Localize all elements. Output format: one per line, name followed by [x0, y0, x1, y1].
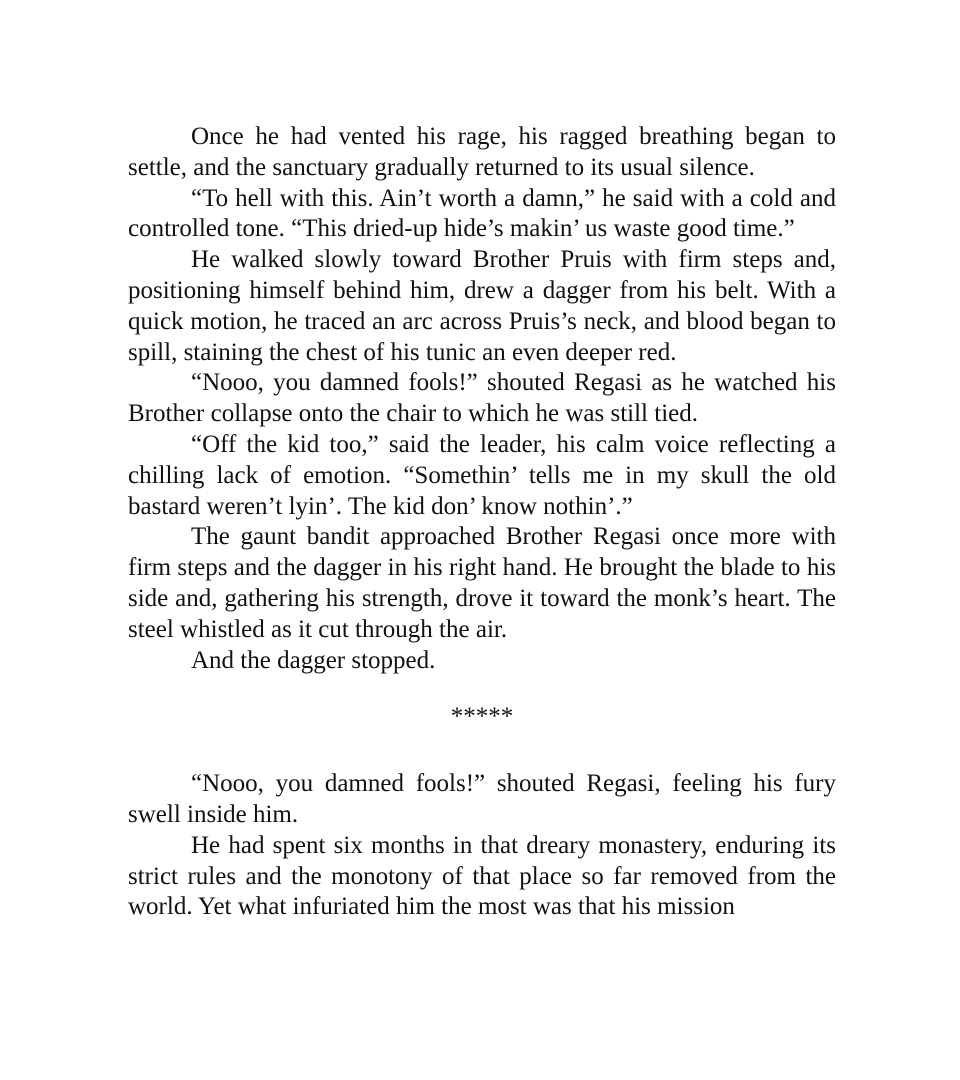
- paragraph: Once he had vented his rage, his ragged breathing began to settle, and the sanctuary gradually returned to its usual silence.: [128, 123, 836, 181]
- paragraph: He walked slowly toward Brother Pruis with firm steps and, positioning himself behind him, drew a dagger from his belt. With a quick motion, he traced an arc across Pruis’s neck, and blood began to spill, staining the chest of his tunic an even deeper red.: [128, 246, 836, 366]
- paragraph: And the dagger stopped.: [191, 646, 436, 674]
- paragraph: “To hell with this. Ain’t worth a damn,” he said with a cold and controlled tone. “This dried-up hide’s makin’ us waste good time.”: [128, 184, 836, 243]
- scene-break: *****: [450, 703, 514, 731]
- page-body: [128, 122, 836, 923]
- paragraph: “Nooo, you damned fools!” shouted Regasi as he watched his Brother collapse onto the chair to which he was still tied.: [128, 369, 836, 428]
- paragraph: “Nooo, you damned fools!” shouted Regasi, feeling his fury swell inside him.: [128, 770, 836, 828]
- paragraph: “Off the kid too,” said the leader, his calm voice reflecting a chilling lack of emotion. “Somethin’ tells me in my skull the old bastard weren’t lyin’. The kid don’ know nothin’.”: [128, 430, 836, 520]
- paragraph: He had spent six months in that dreary monastery, enduring its strict rules and the monotony of that place so far removed from the world. Yet what infuriated him the most was that his mission: [128, 831, 836, 921]
- paragraph: The gaunt bandit approached Brother Regasi once more with firm steps and the dagger in his right hand. He brought the blade to his side and, gathering his strength, drove it toward the monk’s heart. The steel whistled as it cut through the air.: [128, 523, 836, 643]
